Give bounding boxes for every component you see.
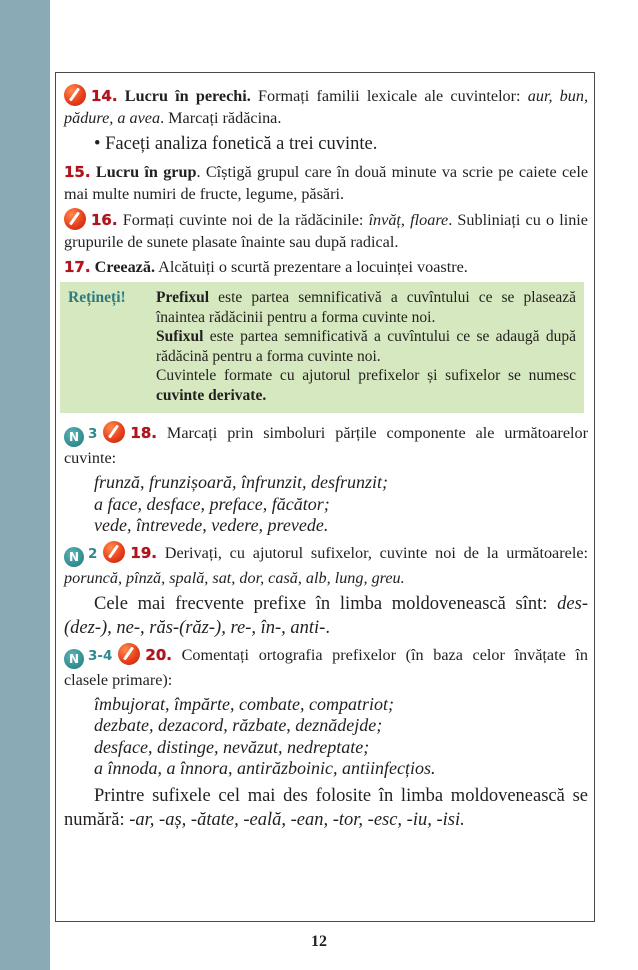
page-content — [64, 84, 588, 835]
difficulty-level: 3 — [88, 426, 98, 442]
difficulty-level: 3-4 — [88, 647, 113, 664]
rule-term: Prefixul — [156, 289, 210, 306]
exercise-number: 17. — [64, 258, 91, 276]
rule-term: cuvinte derivate — [156, 386, 263, 404]
exercise-words: poruncă, pînză, spală, sat, dor, casă, alb, lung, greu. — [64, 568, 405, 587]
exercise-17 — [64, 256, 588, 278]
exercise-number: 20. — [145, 645, 172, 664]
paragraph-text: Cele mai frecvente prefixe în limba moldovenească sînt: — [94, 593, 558, 614]
exercise-number: 19. — [130, 543, 157, 562]
page-number: 12 — [311, 933, 327, 950]
word-line: desface, distinge, nevăzut, nedreptate; — [94, 736, 370, 757]
level-badge-icon: N — [64, 547, 84, 567]
rule-derived-definition — [156, 366, 576, 405]
rule-definition: Cuvintele formate cu ajutorul prefixelor și sufixelor se numesc — [156, 367, 576, 384]
word-line: frunză, frunzișoară, înfrunzit, desfrunzit; — [94, 472, 389, 492]
exercise-text: . Marcați rădăcina. — [160, 109, 282, 127]
exercise-19 — [64, 541, 588, 589]
exercise-text: Comentați ortografia prefixelor (în baza celor învățate în clasele primare): — [64, 645, 588, 689]
exercise-words: aur, bun, pădure, a avea — [64, 87, 589, 127]
exercise-18-words — [64, 472, 588, 537]
rule-prefix-definition — [156, 288, 576, 327]
exercise-words: învăț, floare — [368, 211, 449, 229]
exercise-number: 15. — [64, 163, 91, 181]
rule-box — [60, 282, 584, 413]
pencil-icon — [64, 84, 86, 106]
exercise-14-bullet: • Faceți analiza fonetică a trei cuvinte. — [94, 134, 378, 154]
exercise-text: Derivați, cu ajutorul sufixelor, cuvinte noi de la următoarele: — [156, 543, 588, 562]
rule-label: Rețineți! — [68, 289, 126, 306]
paragraph-end: . — [325, 617, 330, 638]
exercise-title: Creează. — [94, 258, 155, 276]
rule-definition: este partea semnificativă a cuvîntului ce se adaugă după rădăcină pentru a forma cuvinte noi. — [156, 328, 576, 365]
prefix-list: des- (dez-), ne-, răs-(răz-), re-, în-, anti- — [64, 593, 588, 638]
pencil-icon — [118, 643, 140, 665]
rule-text — [156, 288, 576, 405]
rule-suffix-definition — [156, 327, 576, 366]
exercise-title: Lucru în grup — [95, 163, 197, 181]
word-line: dezbate, dezacord, răzbate, deznădejde; — [94, 715, 383, 735]
exercise-16 — [64, 208, 588, 253]
suffix-list: -ar, -aș, -ătate, -eală, -ean, -tor, -esc, -iu, -isi. — [129, 809, 465, 830]
exercise-text: . Cîștigă grupul care în două minute va scrie pe caiete cele mai multe numiri de fructe, legume, păsări. — [64, 163, 588, 203]
pencil-icon — [103, 541, 125, 563]
level-badge-icon: N — [64, 649, 84, 669]
exercise-text: Formați familii lexicale ale cuvintelor: — [250, 87, 521, 105]
rule-term: Sufixul — [156, 328, 204, 345]
exercise-text: . Subliniați cu o linie grupurile de sunete plasate înainte sau după radical. — [64, 211, 588, 251]
exercise-14 — [64, 84, 588, 129]
rule-definition: este partea semnificativă a cuvîntului ce se plasează înaintea rădăcinii pentru a forma cuvinte noi. — [156, 289, 576, 326]
exercise-number: 18. — [130, 424, 157, 442]
exercise-text: Alcătuiți o scurtă prezentare a locuinței voastre. — [155, 258, 468, 276]
exercise-15 — [64, 161, 588, 205]
paragraph-text: Printre sufixele cel mai des folosite în limba moldovenească se numără: — [64, 785, 588, 830]
exercise-20 — [64, 643, 588, 691]
difficulty-level: 2 — [88, 545, 98, 562]
word-line: îmbujorat, împărte, combate, compatriot; — [94, 693, 394, 714]
level-badge-icon: N — [64, 427, 84, 447]
prefixes-paragraph — [64, 592, 588, 640]
exercise-text: Formați cuvinte noi de la rădăcinile: — [117, 211, 369, 229]
exercise-text: Marcați prin simboluri părțile componente ale următoarelor cuvinte: — [64, 424, 588, 467]
exercise-number: 16. — [91, 211, 118, 229]
rule-end: . — [262, 386, 267, 404]
pencil-icon — [103, 421, 125, 443]
exercise-20-words — [64, 694, 588, 780]
exercise-number: 14. — [91, 87, 118, 105]
word-line: vede, întrevede, vedere, prevede. — [94, 515, 329, 535]
exercise-18 — [64, 421, 588, 469]
pencil-icon — [64, 208, 86, 230]
exercise-title: Lucru în perechi. — [124, 87, 251, 105]
word-line: a face, desface, preface, făcător; — [94, 493, 330, 514]
word-line: a înnoda, a înnora, antirăzboinic, antiinfecțios. — [94, 758, 436, 778]
suffixes-paragraph — [64, 784, 588, 832]
